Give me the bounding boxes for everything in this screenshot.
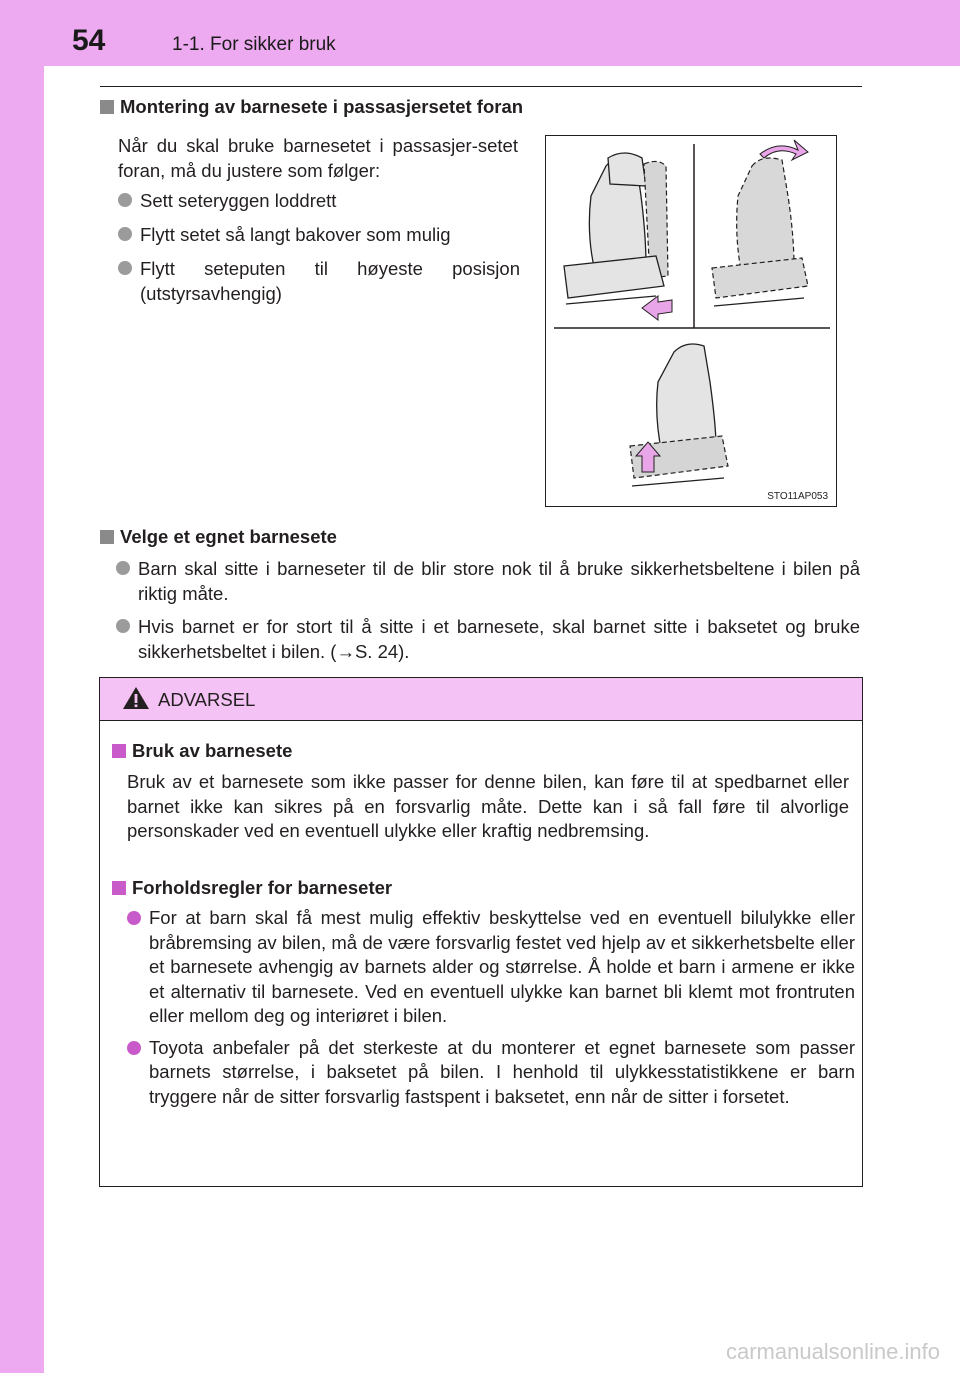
warning-header bbox=[100, 678, 862, 721]
list-item-text: Flytt seteputen til høyeste posisjon (utstyrsavhengig) bbox=[140, 258, 520, 304]
watermark: carmanualsonline.info bbox=[725, 1339, 940, 1364]
seat-cushion-icon bbox=[630, 344, 728, 486]
circle-bullet-icon bbox=[118, 227, 132, 241]
warning-heading-text: Bruk av barnesete bbox=[132, 740, 293, 761]
header-rule bbox=[100, 86, 862, 87]
warning-heading-1 bbox=[112, 740, 292, 762]
square-bullet-icon bbox=[112, 881, 126, 895]
square-bullet-icon bbox=[100, 100, 114, 114]
header-band bbox=[0, 0, 960, 66]
seat-adjustment-figure bbox=[545, 135, 837, 507]
seat-slide-icon bbox=[712, 140, 808, 306]
warning-label: ADVARSEL bbox=[158, 689, 256, 710]
list-item bbox=[118, 188, 528, 213]
page-number: 54 bbox=[72, 24, 106, 57]
side-color-strip bbox=[0, 0, 44, 1373]
circle-bullet-icon bbox=[116, 561, 130, 575]
choose-heading-text: Velge et egnet barnesete bbox=[120, 526, 337, 547]
warning-heading-2 bbox=[112, 877, 392, 899]
choose-heading bbox=[100, 526, 337, 548]
mounting-intro: Når du skal bruke barnesetet i passasjer-setet foran, må du justere som følger: bbox=[118, 135, 518, 181]
seat-illustration bbox=[546, 136, 836, 506]
list-item bbox=[116, 556, 860, 606]
warning-paragraph: Bruk av et barnesete som ikke passer for denne bilen, kan føre til at spedbarnet eller barnet ikke kan sikres på en forsvarlig måte. Dette kan i så fall føre til alvorlige personskader ved en eventuell ulykke eller kraftig nedbremsing. bbox=[127, 771, 849, 841]
list-item-text: Flytt setet så langt bakover som mulig bbox=[140, 224, 451, 245]
mounting-heading bbox=[100, 96, 523, 118]
list-item bbox=[127, 906, 855, 1029]
figure-code: STO11AP053 bbox=[767, 491, 828, 502]
circle-bullet-icon bbox=[127, 911, 141, 925]
square-bullet-icon bbox=[100, 530, 114, 544]
list-item-text: Hvis barnet er for stort til å sitte i et barnesete, skal barnet sitte i baksetet og bruke sikkerhetsbeltet i bilen. (→S. 24). bbox=[138, 616, 860, 662]
circle-bullet-icon bbox=[127, 1041, 141, 1055]
list-item bbox=[118, 256, 520, 306]
mounting-bullet-list bbox=[118, 188, 528, 306]
list-item-text: Sett seteryggen loddrett bbox=[140, 190, 337, 211]
seat-backrest-icon bbox=[564, 153, 672, 320]
choose-bullet-list bbox=[116, 556, 860, 664]
warning-heading-text: Forholdsregler for barneseter bbox=[132, 877, 393, 898]
section-title: 1-1. For sikker bruk bbox=[172, 34, 336, 55]
circle-bullet-icon bbox=[116, 619, 130, 633]
warning-box bbox=[99, 677, 863, 1187]
warning-bullet-list bbox=[127, 906, 855, 1109]
square-bullet-icon bbox=[112, 744, 126, 758]
list-item bbox=[118, 222, 528, 247]
mounting-heading-text: Montering av barnesete i passasjersetet foran bbox=[120, 96, 524, 117]
list-item bbox=[116, 614, 860, 664]
warning-triangle-icon bbox=[122, 685, 150, 711]
list-item bbox=[127, 1036, 855, 1110]
list-item-text: Barn skal sitte i barneseter til de blir store nok til å bruke sikkerhetsbeltene i bilen på riktig måte. bbox=[138, 558, 860, 604]
list-item-text: For at barn skal få mest mulig effektiv beskyttelse ved en eventuell bilulykke eller bråbremsing av bilen, må de være forsvarlig festet ved hjelp av et sikkerhetsbelte eller et barnesete avhengig av barnets alder og størrelse. Å holde et barn i armene er ikke et alternativ til barnesete. Ved en eventuell ulykke kan barnet bli klemt mot frontruten eller mellom deg og interiøret i bilen. bbox=[149, 907, 855, 1026]
circle-bullet-icon bbox=[118, 261, 132, 275]
circle-bullet-icon bbox=[118, 193, 132, 207]
list-item-text: Toyota anbefaler på det sterkeste at du monterer et egnet barnesete som passer barnets størrelse, i baksetet på bilen. I henhold til ulykkesstatistikkene er barn tryggere når de sitter forsvarlig fastspent i baksetet, enn når de sitter i forsetet. bbox=[149, 1036, 855, 1107]
